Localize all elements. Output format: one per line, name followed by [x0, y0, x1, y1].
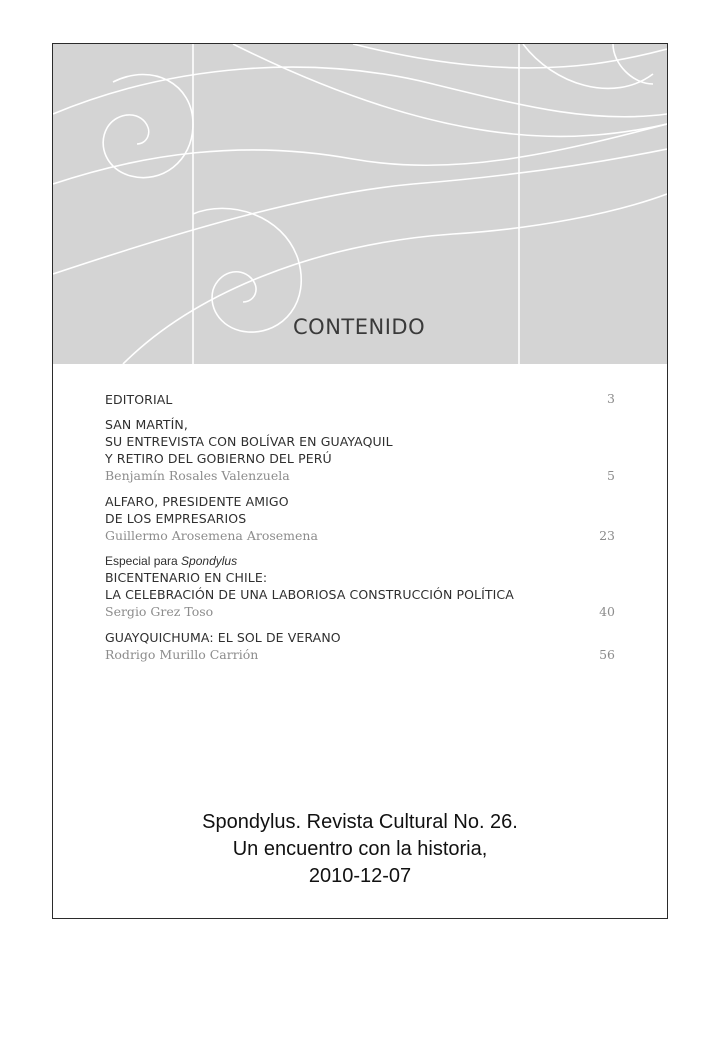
page-title: CONTENIDO — [293, 315, 426, 339]
toc-entry-guayquichuma — [105, 629, 615, 664]
kicker-prefix: Especial para — [105, 554, 182, 568]
toc-entry-editorial — [105, 391, 615, 408]
entry-title: GUAYQUICHUMA: EL SOL DE VERANO — [105, 630, 341, 645]
caption-line: Un encuentro con la historia, — [232, 838, 488, 860]
caption-line: 2010-12-07 — [308, 865, 412, 887]
toc-entry-san-martin — [105, 416, 615, 485]
header-ornament-band — [53, 44, 667, 364]
entry-author: Rodrigo Murillo Carrión — [105, 647, 259, 662]
citation-caption — [53, 809, 667, 890]
entry-page-number: 3 — [607, 391, 615, 406]
toc-entry-bicentenario — [105, 553, 615, 621]
entry-page-number: 23 — [599, 528, 615, 543]
entry-title: SAN MARTÍN, — [105, 417, 188, 432]
entry-page-number: 40 — [599, 604, 615, 619]
document-page — [52, 43, 668, 919]
entry-title: ALFARO, PRESIDENTE AMIGO — [105, 494, 289, 509]
entry-author: Benjamín Rosales Valenzuela — [105, 468, 290, 483]
entry-page-number: 56 — [599, 647, 615, 662]
toc-entry-alfaro — [105, 493, 615, 545]
entry-kicker — [105, 553, 615, 569]
table-of-contents — [105, 391, 615, 672]
kicker-italic: Spondylus — [181, 554, 238, 568]
caption-line: Spondylus. Revista Cultural No. 26. — [202, 811, 518, 833]
entry-title: BICENTENARIO EN CHILE: — [105, 570, 268, 585]
entry-title: Y RETIRO DEL GOBIERNO DEL PERÚ — [105, 451, 332, 466]
entry-title: DE LOS EMPRESARIOS — [105, 511, 247, 526]
entry-author: Guillermo Arosemena Arosemena — [105, 528, 318, 543]
entry-title: LA CELEBRACIÓN DE UNA LABORIOSA CONSTRUCCIÓN POLÍTICA — [105, 587, 514, 602]
entry-title: EDITORIAL — [105, 392, 173, 407]
entry-title: SU ENTREVISTA CON BOLÍVAR EN GUAYAQUIL — [105, 434, 393, 449]
entry-page-number: 5 — [607, 468, 615, 483]
entry-author: Sergio Grez Toso — [105, 604, 214, 619]
